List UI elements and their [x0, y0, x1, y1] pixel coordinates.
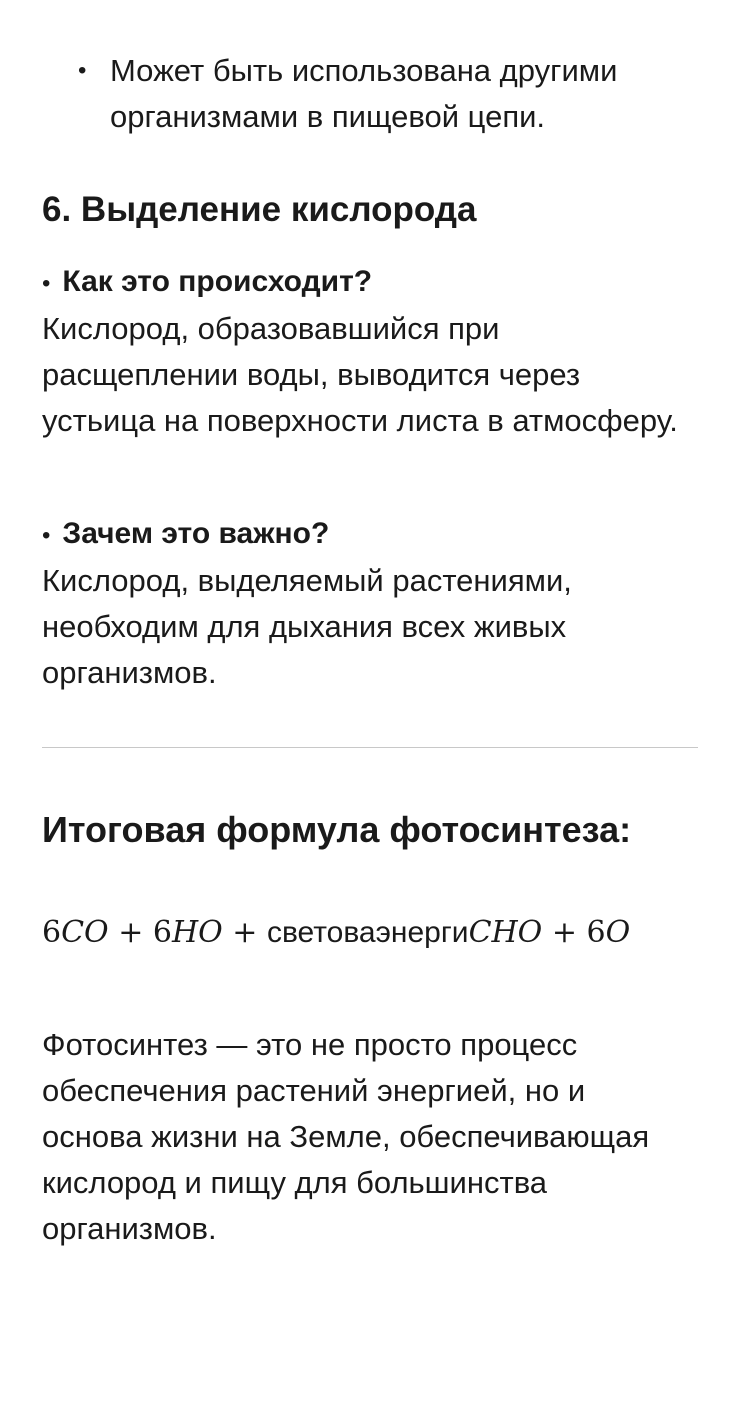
- formula-coefficient: 6: [586, 915, 606, 950]
- formula-term: HO: [171, 915, 223, 950]
- formula-term: CHO: [468, 915, 543, 950]
- photosynthesis-formula: [42, 910, 630, 956]
- bullet-icon: •: [42, 522, 51, 549]
- question-heading: [42, 260, 372, 306]
- formula-coefficient: 6: [152, 915, 172, 950]
- bullet-text: Может быть использована другими организмами в пищевой цепи.: [110, 53, 618, 134]
- section-heading: 6. Выделение кислорода: [42, 190, 477, 229]
- formula-term: CO: [61, 915, 109, 950]
- question-text: Как это происходит?: [62, 265, 373, 298]
- question-text: Зачем это важно?: [62, 517, 330, 550]
- question-heading: [42, 512, 329, 558]
- horizontal-divider: [42, 747, 698, 748]
- formula-term: O: [605, 915, 631, 950]
- answer-paragraph: Кислород, выделяемый растениями, необходим для дыхания всех живых организмов.: [42, 563, 572, 690]
- formula-operator: +: [108, 915, 153, 950]
- formula-operator: +: [222, 915, 267, 950]
- formula-coefficient: 6: [42, 915, 62, 950]
- formula-text: световаэнерги: [266, 916, 469, 949]
- answer-paragraph: Кислород, образовавшийся при расщеплении воды, выводится через устьица на поверхности листа в атмосферу.: [42, 311, 678, 438]
- summary-heading: Итоговая формула фотосинтеза:: [42, 809, 632, 850]
- bullet-icon: •: [42, 270, 51, 297]
- bullet-icon: •: [78, 57, 87, 84]
- formula-operator: +: [542, 915, 587, 950]
- conclusion-paragraph: Фотосинтез — это не просто процесс обеспечения растений энергией, но и основа жизни на Земле, обеспечивающая кислород и пищу для большинства организмов.: [42, 1027, 650, 1246]
